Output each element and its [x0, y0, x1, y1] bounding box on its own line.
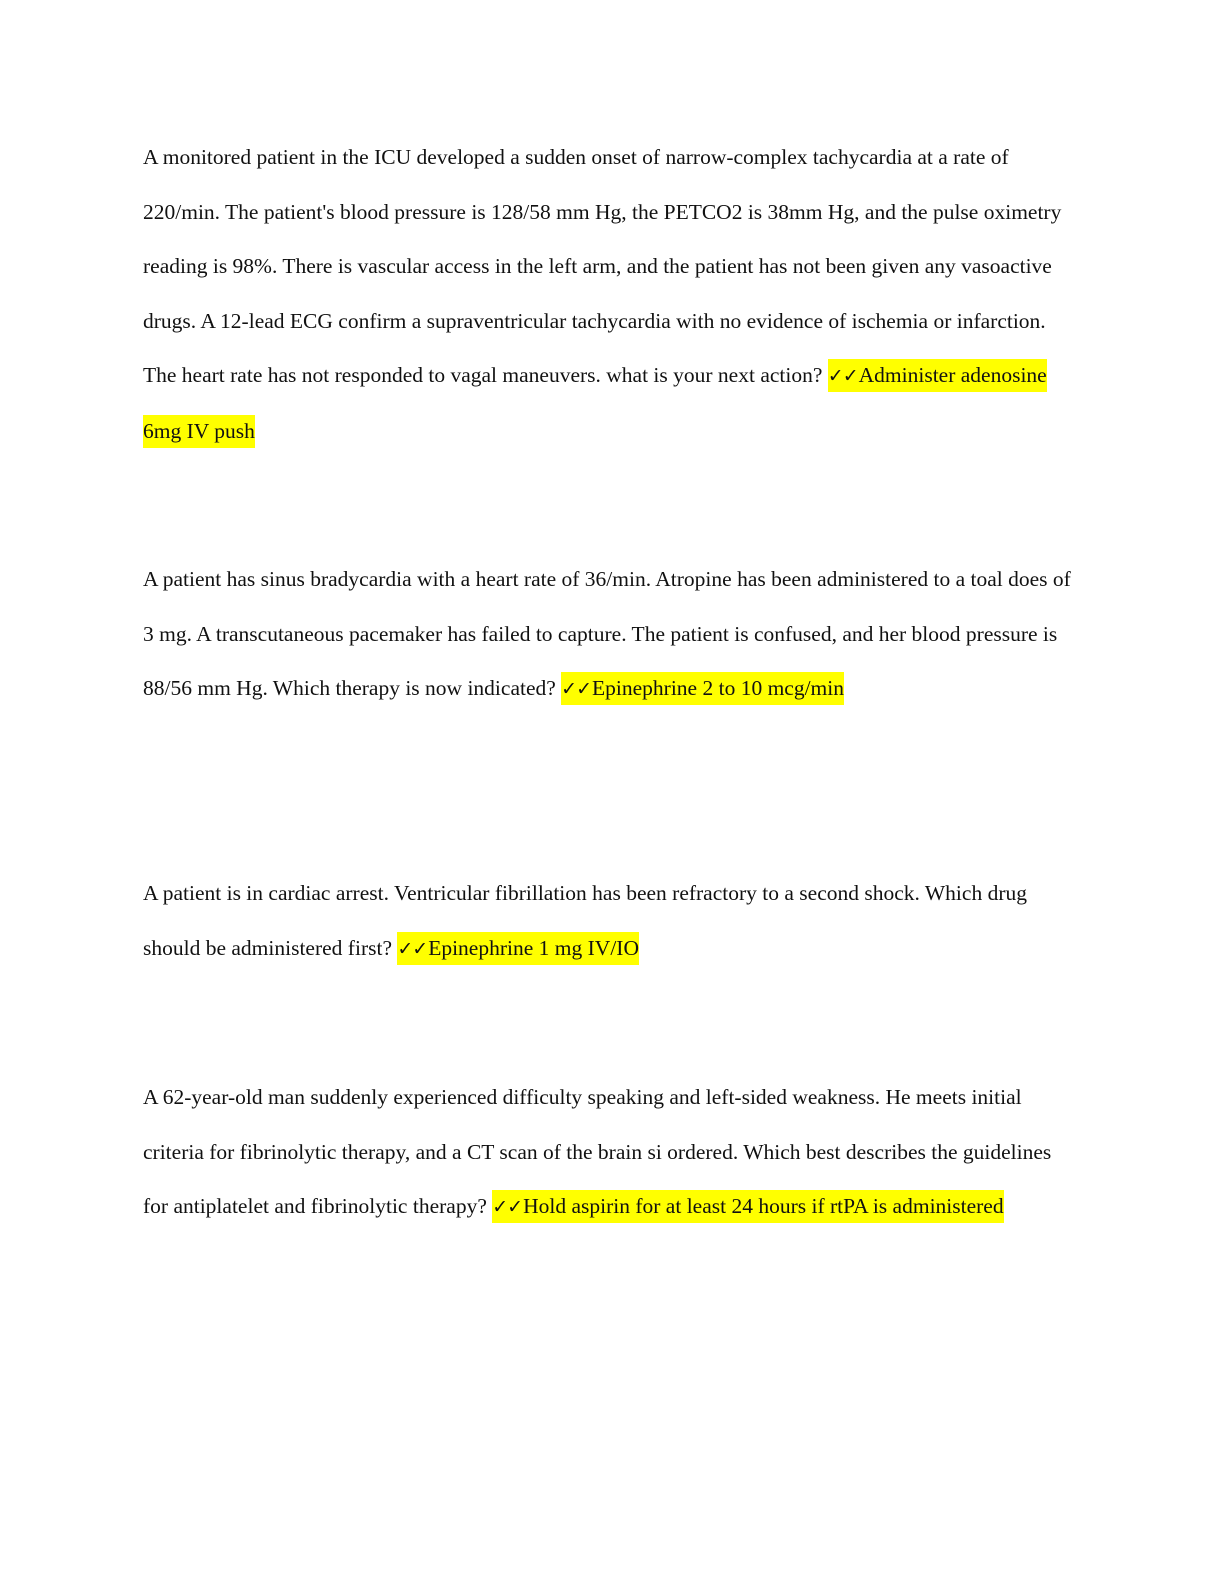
qa-item: [143, 866, 1073, 976]
question-text: A patient is in cardiac arrest. Ventricular fibrillation has been refractory to a second shock. Which drug should be administered first?: [143, 881, 1027, 960]
answer-text: Epinephrine 1 mg IV/IO: [428, 935, 639, 960]
answer-highlight: [561, 672, 844, 705]
question-text: A patient has sinus bradycardia with a heart rate of 36/min. Atropine has been administered to a toal does of 3 mg. A transcutaneous pacemaker has failed to capture. The patient is confused, and her blood pressure is 88/56 mm Hg. Which therapy is now indicated?: [143, 567, 1071, 700]
answer-highlight: [492, 1190, 1003, 1223]
answer-highlight: [397, 932, 639, 965]
answer-text: Epinephrine 2 to 10 mcg/min: [592, 676, 845, 700]
check-mark-icon: ✓✓: [397, 937, 428, 960]
answer-text: Hold aspirin for at least 24 hours if rtPA is administered: [523, 1194, 1004, 1218]
check-mark-icon: ✓✓: [827, 365, 858, 387]
qa-item: [143, 1070, 1073, 1235]
qa-item: [143, 130, 1073, 458]
question-text: A 62-year-old man suddenly experienced difficulty speaking and left-sided weakness. He meets initial criteria for fibrinolytic therapy, and a CT scan of the brain si ordered. Which best describes the guidelines for antiplatelet and fibrinolytic therapy?: [143, 1085, 1052, 1218]
question-text: A monitored patient in the ICU developed a sudden onset of narrow-complex tachycardia at a rate of 220/min. The patient's blood pressure is 128/58 mm Hg, the PETCO2 is 38mm Hg, and the pulse oximetry reading is 98%. There is vascular access in the left arm, and the patient has not been given any vasoactive drugs. A 12-lead ECG confirm a supraventricular tachycardia with no evidence of ischemia or infarction. The heart rate has not responded to vagal maneuvers. what is your next action?: [143, 145, 1062, 387]
answer-text: Administer adenosine 6mg IV push: [143, 363, 1047, 443]
check-mark-icon: ✓✓: [561, 678, 592, 700]
check-mark-icon: ✓✓: [492, 1196, 523, 1218]
qa-item: [143, 552, 1073, 717]
